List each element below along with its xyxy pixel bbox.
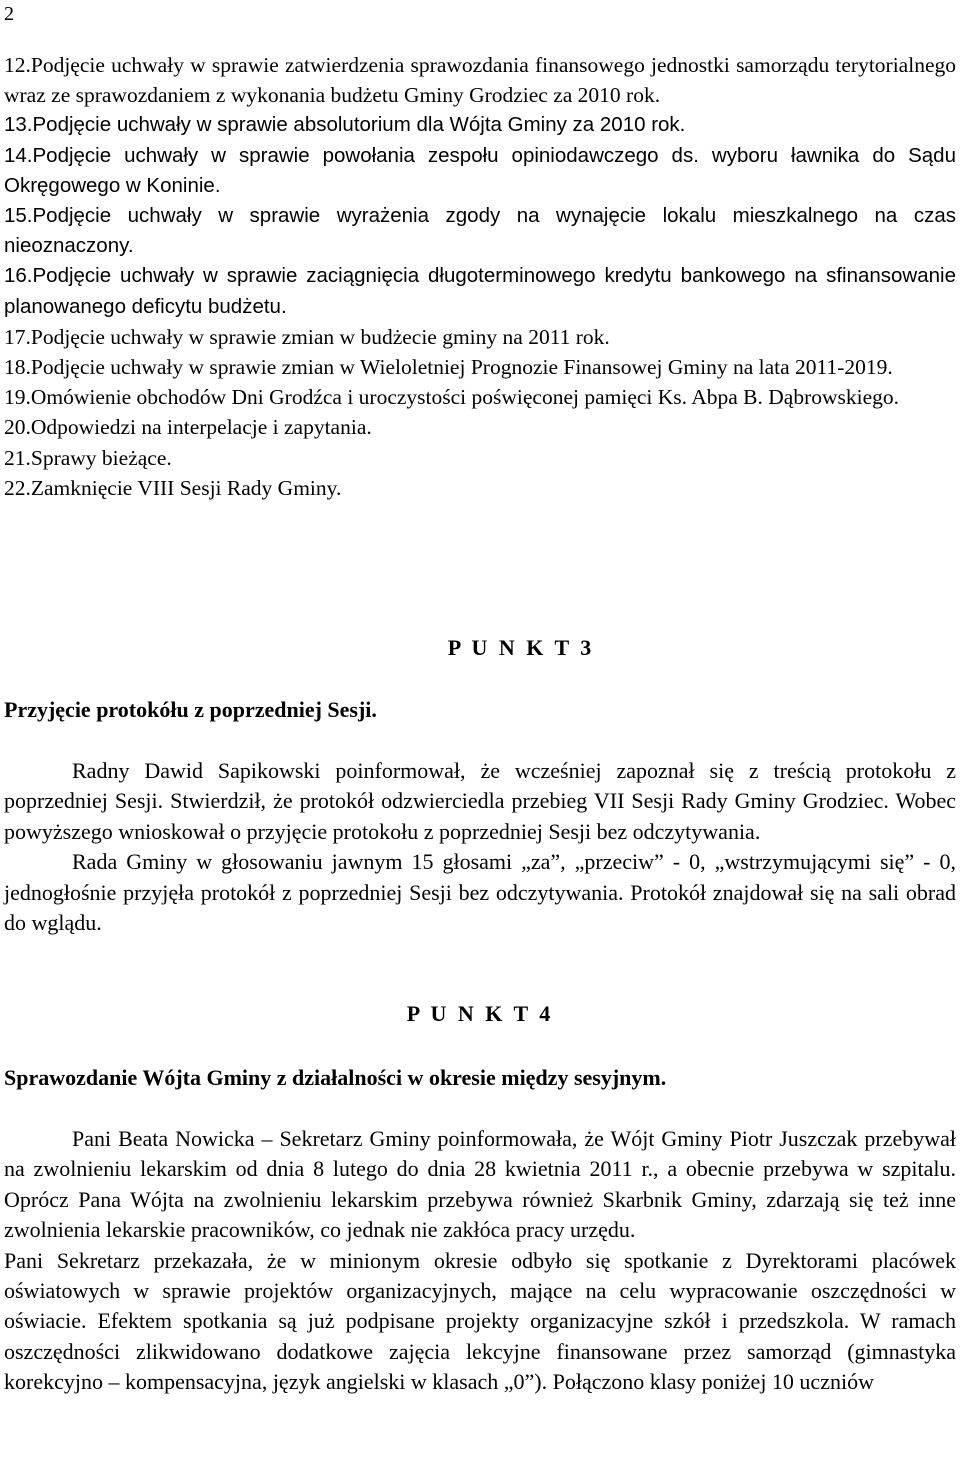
agenda-item-15: 15.Podjęcie uchwały w sprawie wyrażenia zgody na wynajęcie lokalu mieszkalnego na czas nieoznaczony. [4, 204, 956, 258]
agenda-item-20: 20.Odpowiedzi na interpelacje i zapytania. [4, 415, 372, 440]
paragraph: Radny Dawid Sapikowski poinformował, że wcześniej zapoznał się z treścią protokołu z poprzedniej Sesji. Stwierdził, że protokół odzwierciedla przebieg VII Sesji Rady Gminy Grodziec. Wobec powyższego wnioskował o przyjęcie protokołu z poprzedniej Sesji bez odczytywania. [4, 758, 956, 844]
agenda-item-12: 12.Podjęcie uchwały w sprawie zatwierdzenia sprawozdania finansowego jednostki samorządu terytorialnego wraz ze sprawozdaniem z wykonania budżetu Gminy Grodziec za 2010 rok. [4, 53, 956, 108]
agenda-item-17: 17.Podjęcie uchwały w sprawie zmian w budżecie gminy na 2011 rok. [4, 324, 610, 349]
agenda-item-21: 21.Sprawy bieżące. [4, 445, 172, 470]
paragraph: Rada Gminy w głosowaniu jawnym 15 głosami „za”, „przeciw” - 0, „wstrzymującymi się” - 0, jednogłośnie przyjęła protokół z poprzedniej Sesji bez odczytywania. Protokół znajdował się na sali obrad do wglądu. [4, 849, 956, 936]
agenda-item-22: 22.Zamknięcie VIII Sesji Rady Gminy. [4, 475, 342, 500]
section-heading-punkt-3: Przyjęcie protokółu z poprzedniej Sesji. [4, 697, 377, 722]
agenda-list [4, 50, 956, 503]
page-number: 2 [4, 3, 14, 25]
agenda-item-14: 14.Podjęcie uchwały w sprawie powołania zespołu opiniodawczego ds. wyboru ławnika do Sądu Okręgowego w Koninie. [4, 143, 956, 197]
agenda-item-16: 16.Podjęcie uchwały w sprawie zaciągnięcia długoterminowego kredytu bankowego na sfinansowanie planowanego deficytu budżetu. [4, 264, 956, 318]
section-body-punkt-3 [4, 756, 956, 938]
section-title-punkt-4: P U N K T 4 [406, 1001, 554, 1026]
section-heading-punkt-4: Sprawozdanie Wójta Gminy z działalności w okresie między sesyjnym. [4, 1065, 667, 1090]
agenda-item-13: 13.Podjęcie uchwały w sprawie absolutorium dla Wójta Gminy za 2010 rok. [4, 113, 686, 137]
section-title-punkt-3: P U N K T 3 [447, 635, 595, 660]
agenda-item-19: 19.Omówienie obchodów Dni Grodźca i uroczystości poświęconej pamięci Ks. Abpa B. Dąbrowskiego. [4, 385, 900, 410]
section-body-punkt-4 [4, 1124, 956, 1398]
paragraph: Pani Sekretarz przekazała, że w minionym okresie odbyło się spotkanie z Dyrektorami placówek oświatowych w sprawie projektów organizacyjnych, mające na celu wypracowanie oszczędności w oświacie. Efektem spotkania są już podpisane projekty organizacyjne szkół i przedszkola. W ramach oszczędności zlikwidowano dodatkowe zajęcia lekcyjne finansowane przez samorząd (gimnastyka korekcyjno – kompensacyjna, język angielski w klasach „0”). Połączono klasy poniżej 10 uczniów [4, 1247, 956, 1395]
paragraph: Pani Beata Nowicka – Sekretarz Gminy poinformowała, że Wójt Gminy Piotr Juszczak przebywał na zwolnieniu lekarskim od dnia 8 lutego do dnia 28 kwietnia 2011 r., a obecnie przebywa w szpitalu. Oprócz Pana Wójta na zwolnieniu lekarskim przebywa również Skarbnik Gminy, zdarzają się też inne zwolnienia lekarskie pracowników, co jednak nie zakłóca pracy urzędu. [4, 1126, 956, 1243]
agenda-item-18: 18.Podjęcie uchwały w sprawie zmian w Wieloletniej Prognozie Finansowej Gminy na lata 2011-2019. [4, 355, 893, 380]
